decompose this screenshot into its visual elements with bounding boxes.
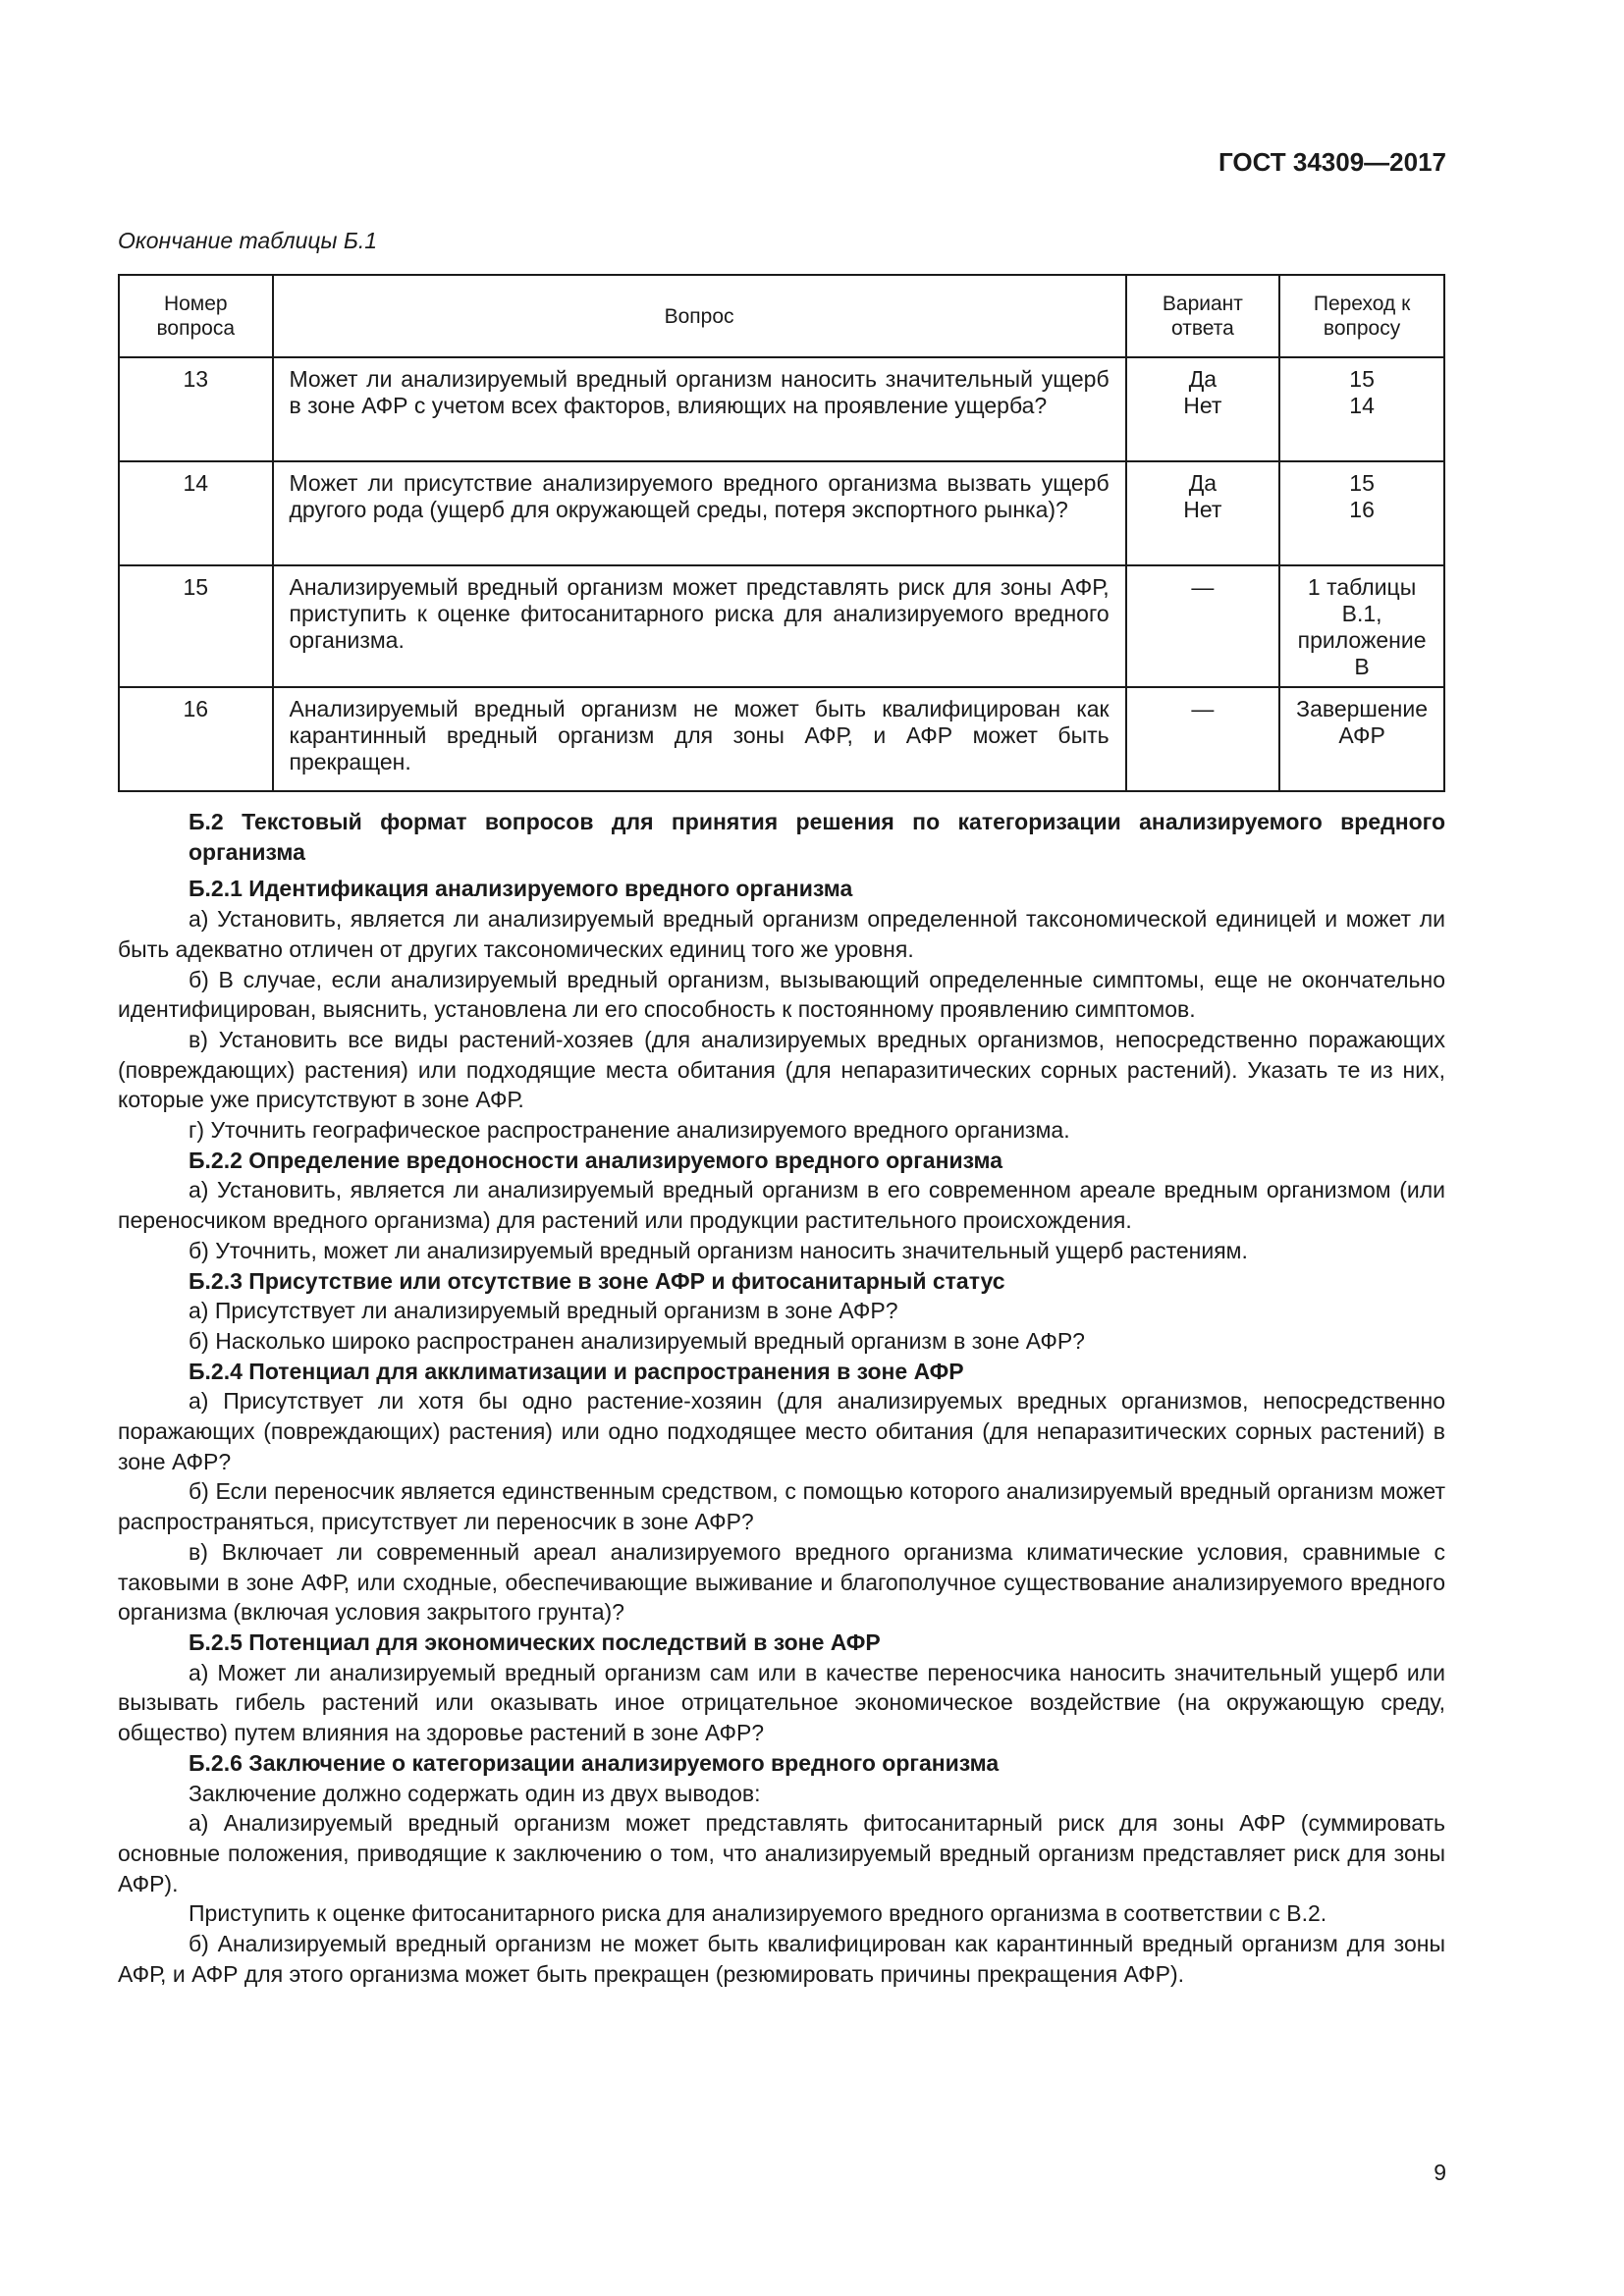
paragraph: в) Установить все виды растений-хозяев (для анализируемых вредных организмов, непосредственно поражающих (повреждающих) растения) или подходящие места обитания (для непаразитических сорных растений). Указать те из них, которые уже присутствуют в зоне АФР. xyxy=(118,1026,1445,1113)
row-goto xyxy=(1279,461,1444,565)
paragraph: а) Установить, является ли анализируемый вредный организм определенной таксономической единицей и может ли быть адекватно отличен от других таксономических единиц того же уровня. xyxy=(118,906,1445,962)
subsection-title-b21: Б.2.1 Идентификация анализируемого вредного организма xyxy=(189,876,853,902)
row-goto xyxy=(1279,357,1444,461)
table-header-row xyxy=(119,275,1444,357)
paragraph: а) Анализируемый вредный организм может представлять фитосанитарный риск для зоны АФР (суммировать основные положения, приводящие к заключению о том, что анализируемый вредный организм представляет риск для зоны АФР). xyxy=(118,1810,1445,1896)
col-header-question: Вопрос xyxy=(273,275,1126,357)
row-number: 14 xyxy=(119,461,273,565)
answer-option: Нет xyxy=(1183,497,1222,522)
goto-target: 14 xyxy=(1349,393,1375,418)
paragraph: б) Анализируемый вредный организм не может быть квалифицирован как карантинный вредный организм для зоны АФР, и АФР для этого организма может быть прекращен (резюмировать причины прекращения АФР). xyxy=(118,1931,1445,1987)
col-header-goto: Переход к вопросу xyxy=(1279,275,1444,357)
document-code: ГОСТ 34309—2017 xyxy=(1218,147,1446,177)
paragraph: а) Может ли анализируемый вредный организм сам или в качестве переносчика наносить значительный ущерб или вызывать гибель растений или оказывать иное отрицательное экономическое воздействие (на окружающую среду, общество) путем влияния на здоровье растений в зоне АФР? xyxy=(118,1659,1445,1746)
row-goto: Завершение АФР xyxy=(1279,687,1444,791)
answer-option: — xyxy=(1191,574,1215,600)
row-answers xyxy=(1126,461,1280,565)
row-question: Анализируемый вредный организм может представлять риск для зоны АФР, приступить к оценке фитосанитарного риска для анализируемого вредного организма. xyxy=(273,565,1126,687)
row-answers xyxy=(1126,687,1280,791)
table-row xyxy=(119,565,1444,687)
answer-option: Да xyxy=(1188,366,1218,392)
row-answers xyxy=(1126,357,1280,461)
table-row xyxy=(119,357,1444,461)
subsection-title-b24: Б.2.4 Потенциал для акклиматизации и распространения в зоне АФР xyxy=(189,1358,964,1384)
goto-target: 16 xyxy=(1349,497,1375,522)
section-title-b2: Б.2 Текстовый формат вопросов для принятия решения по категоризации анализируемого вредного организма xyxy=(189,809,1445,865)
paragraph: а) Присутствует ли анализируемый вредный организм в зоне АФР? xyxy=(189,1298,898,1324)
col-header-number: Номер вопроса xyxy=(119,275,273,357)
table-caption: Окончание таблицы Б.1 xyxy=(118,228,378,253)
paragraph: б) Уточнить, может ли анализируемый вредный организм наносить значительный ущерб растениям. xyxy=(189,1237,1248,1263)
answer-option: — xyxy=(1191,696,1215,721)
row-question: Может ли присутствие анализируемого вредного организма вызвать ущерб другого рода (ущерб для окружающей среды, потеря экспортного рынка)? xyxy=(273,461,1126,565)
row-question: Может ли анализируемый вредный организм наносить значительный ущерб в зоне АФР с учетом всех факторов, влияющих на проявление ущерба? xyxy=(273,357,1126,461)
section-b2 xyxy=(118,807,1445,1989)
paragraph: б) В случае, если анализируемый вредный организм, вызывающий определенные симптомы, еще не окончательно идентифицирован, выяснить, установлена ли его способность к постоянному проявлению симптомов. xyxy=(118,966,1445,1023)
subsection-title-b22: Б.2.2 Определение вредоносности анализируемого вредного организма xyxy=(189,1147,1002,1173)
col-header-answer: Вариант ответа xyxy=(1126,275,1280,357)
table-row xyxy=(119,461,1444,565)
row-number: 15 xyxy=(119,565,273,687)
table-row xyxy=(119,687,1444,791)
row-goto: 1 таблицы В.1, приложение В xyxy=(1279,565,1444,687)
paragraph: г) Уточнить географическое распространение анализируемого вредного организма. xyxy=(189,1117,1070,1144)
subsection-title-b25: Б.2.5 Потенциал для экономических последствий в зоне АФР xyxy=(189,1629,881,1655)
paragraph: б) Если переносчик является единственным средством, с помощью которого анализируемый вредный организм может распространяться, присутствует ли переносчик в зоне АФР? xyxy=(118,1478,1445,1535)
goto-target: 15 xyxy=(1349,470,1375,496)
decision-table xyxy=(118,274,1445,792)
row-question: Анализируемый вредный организм не может быть квалифицирован как карантинный вредный организм для зоны АФР, и АФР может быть прекращен. xyxy=(273,687,1126,791)
row-answers xyxy=(1126,565,1280,687)
subsection-title-b26: Б.2.6 Заключение о категоризации анализируемого вредного организма xyxy=(189,1749,1000,1776)
page-number: 9 xyxy=(1434,2160,1446,2185)
answer-option: Нет xyxy=(1183,393,1222,418)
paragraph: в) Включает ли современный ареал анализируемого вредного организма климатические условия, сравнимые с таковыми в зоне АФР, или сходные, обеспечивающие выживание и благополучное существование анализируемого вредного организма (включая условия закрытого грунта)? xyxy=(118,1538,1445,1626)
row-number: 13 xyxy=(119,357,273,461)
paragraph: б) Насколько широко распространен анализируемый вредный организм в зоне АФР? xyxy=(189,1327,1085,1354)
subsection-title-b23: Б.2.3 Присутствие или отсутствие в зоне АФР и фитосанитарный статус xyxy=(189,1267,1005,1294)
paragraph: а) Присутствует ли хотя бы одно растение-хозяин (для анализируемых вредных организмов, непосредственно поражающих (повреждающих) растения) или одно подходящее место обитания (для непаразитических сорных растений) в зоне АФР? xyxy=(118,1388,1445,1474)
answer-option: Да xyxy=(1188,470,1218,496)
paragraph: а) Установить, является ли анализируемый вредный организм в его современном ареале вредным организмом (или переносчиком вредного организма) для растений или продукции растительного происхождения. xyxy=(118,1177,1445,1234)
paragraph: Приступить к оценке фитосанитарного риска для анализируемого вредного организма в соответствии с В.2. xyxy=(189,1900,1327,1927)
paragraph: Заключение должно содержать один из двух выводов: xyxy=(189,1780,761,1806)
row-number: 16 xyxy=(119,687,273,791)
goto-target: 15 xyxy=(1349,366,1375,392)
